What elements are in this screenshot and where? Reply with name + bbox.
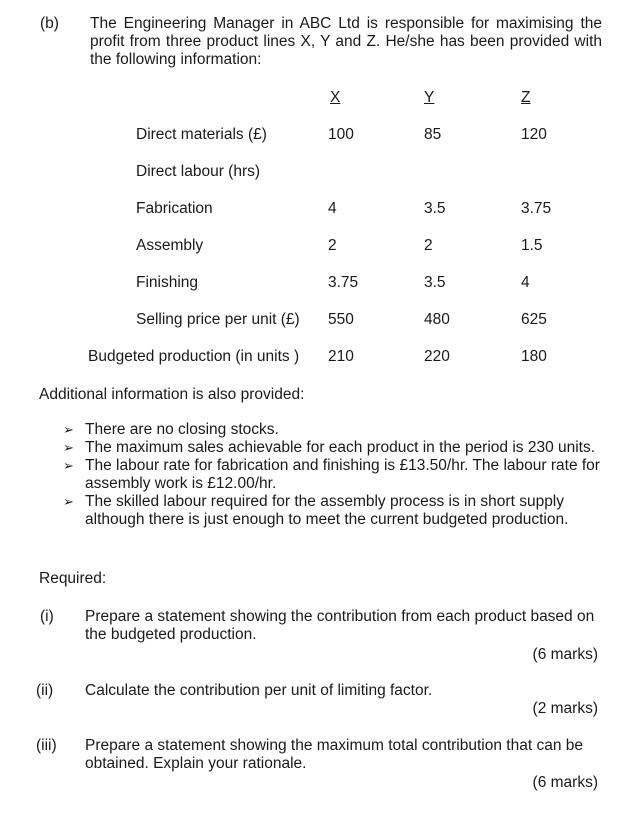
cell-x: 100 <box>328 126 354 143</box>
bullet-text: There are no closing stocks. <box>85 421 279 438</box>
cell-z: 180 <box>521 348 547 365</box>
intro-paragraph: The Engineering Manager in ABC Ltd is responsible for maximising the profit from three product lines X, Y and Z. He/she has been provided with the following information: <box>90 15 602 68</box>
bullet-text: The skilled labour required for the assembly process is in short supply although there is just enough to meet the current budgeted production. <box>85 493 569 528</box>
question-number: (ii) <box>36 682 54 699</box>
row-label: Fabrication <box>136 200 213 217</box>
required-heading: Required: <box>39 570 107 587</box>
marks-label: (2 marks) <box>532 700 598 717</box>
cell-y: 220 <box>424 348 450 365</box>
cell-x: 210 <box>328 348 354 365</box>
list-item <box>63 439 603 457</box>
cell-z: 3.75 <box>521 200 552 217</box>
question-text: Prepare a statement showing the maximum total contribution that can be obtained. Explain your rationale. <box>85 737 583 772</box>
column-header-z: Z <box>521 89 531 106</box>
marks-label: (6 marks) <box>532 774 598 791</box>
cell-z: 625 <box>521 311 547 328</box>
cell-y: 85 <box>424 126 442 143</box>
arrow-bullet-icon: ➢ <box>63 422 74 437</box>
list-item <box>63 457 603 493</box>
question-number: (iii) <box>36 737 57 754</box>
arrow-bullet-icon: ➢ <box>63 440 74 455</box>
question-text: Prepare a statement showing the contribution from each product based on the budgeted production. <box>85 608 595 643</box>
question-text: Calculate the contribution per unit of limiting factor. <box>85 682 433 699</box>
bullet-text: The labour rate for fabrication and finishing is £13.50/hr. The labour rate for assembly work is £12.00/hr. <box>85 457 600 492</box>
bullet-list <box>63 421 603 529</box>
bullet-text: The maximum sales achievable for each product in the period is 230 units. <box>85 439 596 456</box>
row-label: Selling price per unit (£) <box>136 311 300 328</box>
cell-x: 2 <box>328 237 337 254</box>
part-label: (b) <box>40 15 59 32</box>
cell-z: 120 <box>521 126 547 143</box>
arrow-bullet-icon: ➢ <box>63 494 74 509</box>
question-number: (i) <box>40 608 54 625</box>
row-label: Direct materials (£) <box>136 126 267 143</box>
row-label: Assembly <box>136 237 204 254</box>
cell-y: 2 <box>424 237 433 254</box>
cell-z: 4 <box>521 274 530 291</box>
column-header-y: Y <box>424 89 435 106</box>
marks-label: (6 marks) <box>532 646 598 663</box>
cell-y: 3.5 <box>424 274 446 291</box>
column-header-x: X <box>330 89 341 106</box>
row-label: Direct labour (hrs) <box>136 163 261 180</box>
additional-heading: Additional information is also provided: <box>39 386 305 403</box>
row-label: Finishing <box>136 274 199 291</box>
cell-x: 550 <box>328 311 354 328</box>
cell-y: 480 <box>424 311 450 328</box>
row-label: Budgeted production (in units ) <box>88 348 300 365</box>
arrow-bullet-icon: ➢ <box>63 458 74 473</box>
list-item <box>63 421 603 439</box>
cell-x: 3.75 <box>328 274 359 291</box>
list-item <box>63 493 603 529</box>
cell-z: 1.5 <box>521 237 543 254</box>
cell-y: 3.5 <box>424 200 446 217</box>
cell-x: 4 <box>328 200 337 217</box>
